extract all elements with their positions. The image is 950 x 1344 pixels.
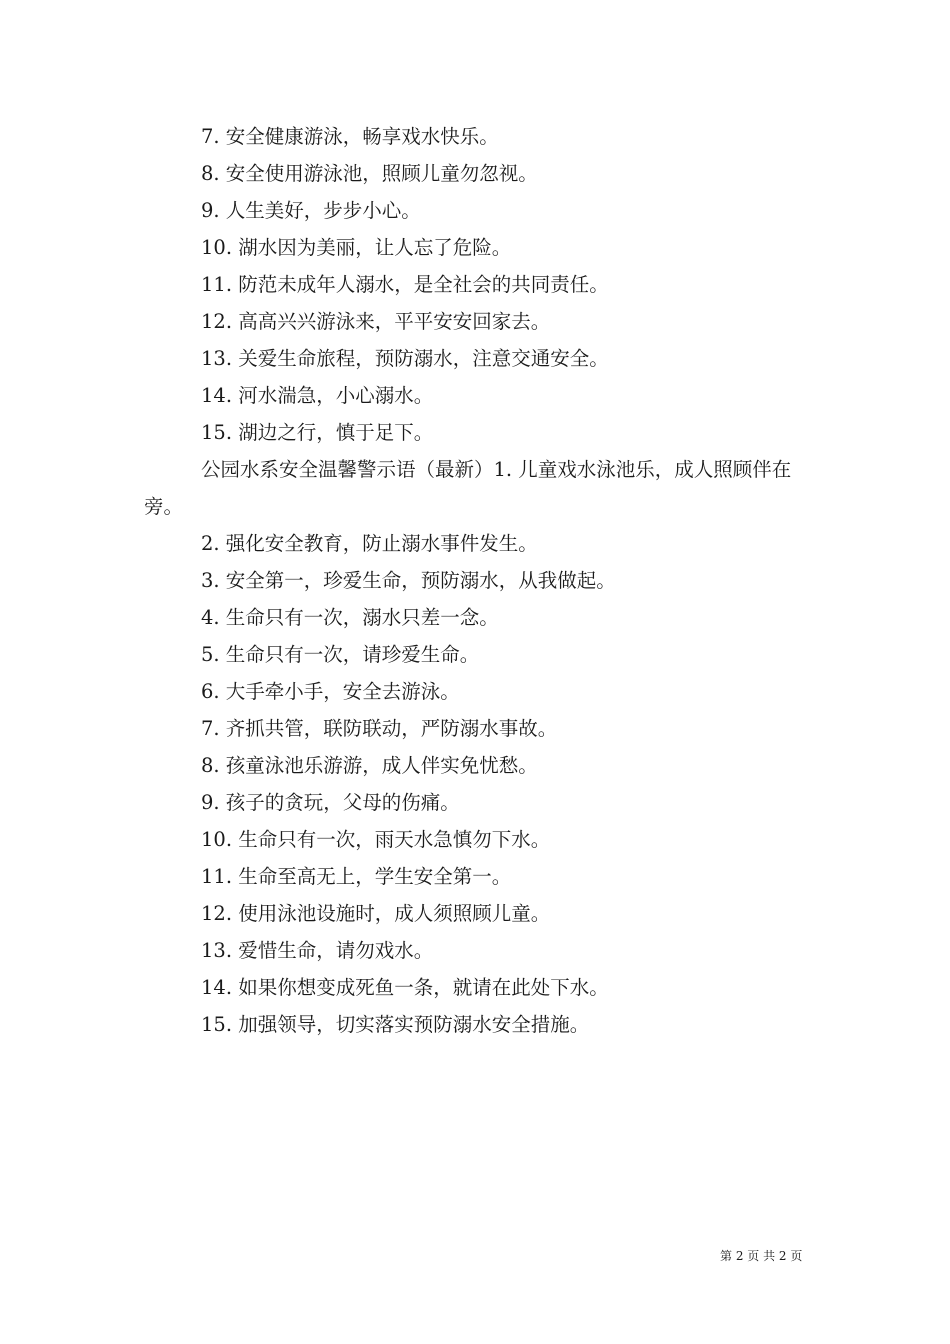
list-item: 8. 安全使用游泳池，照顾儿童勿忽视。	[201, 162, 538, 185]
list-item: 7. 安全健康游泳，畅享戏水快乐。	[201, 125, 499, 148]
list-item: 2. 强化安全教育，防止溺水事件发生。	[201, 532, 538, 555]
list-item: 12. 使用泳池设施时，成人须照顾儿童。	[201, 902, 551, 925]
list-item: 12. 高高兴兴游泳来，平平安安回家去。	[201, 310, 551, 333]
list-item: 4. 生命只有一次，溺水只差一念。	[201, 606, 499, 629]
list-item: 14. 河水湍急，小心溺水。	[201, 384, 434, 407]
list-item: 13. 爱惜生命，请勿戏水。	[201, 939, 434, 962]
list-item: 13. 关爱生命旅程，预防溺水，注意交通安全。	[201, 347, 609, 370]
list-item: 5. 生命只有一次，请珍爱生命。	[201, 643, 480, 666]
page-number: 第 2 页 共 2 页	[720, 1249, 803, 1263]
list-item: 7. 齐抓共管，联防联动，严防溺水事故。	[201, 717, 558, 740]
section-heading-paragraph: 公园水系安全温馨警示语（最新）1. 儿童戏水泳池乐，成人照顾伴在旁。	[144, 458, 792, 518]
list-item: 11. 生命至高无上，学生安全第一。	[201, 865, 512, 888]
list-item: 15. 加强领导，切实落实预防溺水安全措施。	[201, 1013, 590, 1036]
list-item: 9. 人生美好，步步小心。	[201, 199, 421, 222]
list-item: 14. 如果你想变成死鱼一条，就请在此处下水。	[201, 976, 609, 999]
document-body	[144, 118, 814, 1043]
list-item: 11. 防范未成年人溺水，是全社会的共同责任。	[201, 273, 609, 296]
list-item: 9. 孩子的贪玩，父母的伤痛。	[201, 791, 460, 814]
list-item: 10. 湖水因为美丽，让人忘了危险。	[201, 236, 512, 259]
list-item: 10. 生命只有一次，雨天水急慎勿下水。	[201, 828, 551, 851]
list-item: 15. 湖边之行，慎于足下。	[201, 421, 434, 444]
list-item: 8. 孩童泳池乐游游，成人伴实免忧愁。	[201, 754, 538, 777]
list-item: 3. 安全第一，珍爱生命，预防溺水，从我做起。	[201, 569, 616, 592]
list-item: 6. 大手牵小手，安全去游泳。	[201, 680, 460, 703]
